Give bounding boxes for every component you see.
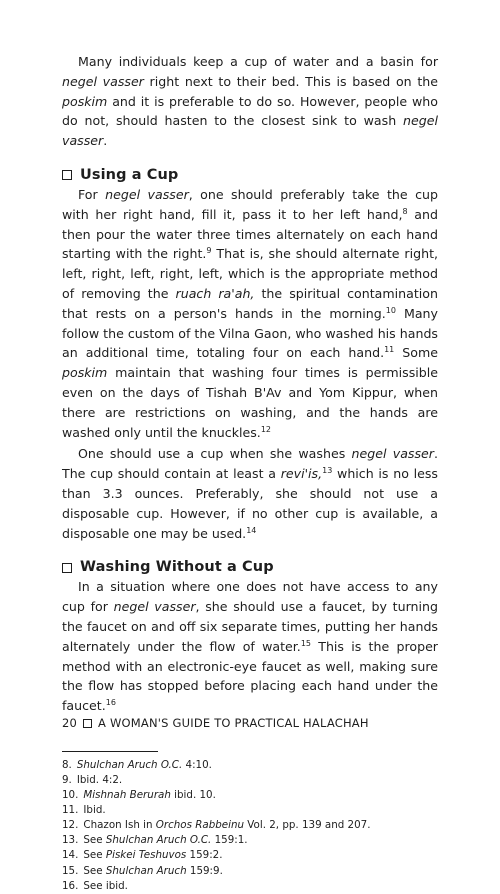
footnote-ref: 15: [300, 638, 311, 648]
intro-paragraph: Many individuals keep a cup of water and a basin for negel vasser right next to their bed. This is based on the poskim and it is preferable to do so. However, people who do not, should hasten to the closest sink to wash negel vasser.: [62, 54, 438, 149]
footnote-item: 14. See Piskei Teshuvos 159:2.: [62, 849, 223, 862]
footnote-ref: 16: [105, 697, 116, 707]
page-footer: [62, 716, 369, 730]
footnote-ref: 10: [385, 305, 396, 315]
section1-paragraph-2: One should use a cup when she washes negel vasser. The cup should contain at least a revi'is,$^{13}$ which is no less than 3.3 ounces. Preferably, she should not use a disposable cup. However, if no other cup is available, a disposable one may be used.$^{14}$: [62, 446, 438, 541]
footnote-ref: 14: [246, 525, 257, 535]
footnote-ref: 13: [322, 465, 333, 475]
section2-paragraph-1: In a situation where one does not have access to any cup for negel vasser, she should use a faucet, by turning the faucet on and off six separate times, putting her hands alternately under the flow of water.$^{15}$ This is the proper method with an electronic-eye faucet as well, making sure the flow has stopped before placing each hand under the faucet.$^{16}$: [62, 579, 438, 714]
square-separator-icon: [83, 719, 92, 728]
checkbox-square-icon: [62, 563, 72, 573]
footnote-item: 11. Ibid.: [62, 804, 106, 817]
footnotes-list: [62, 758, 438, 894]
section-title: Using a Cup: [80, 166, 179, 183]
footnote-divider: [62, 751, 158, 752]
footnote-item: 13. See Shulchan Aruch O.C. 159:1.: [62, 834, 248, 847]
footnote-ref: 8: [402, 206, 408, 216]
footnote-ref: 9: [206, 246, 212, 256]
checkbox-square-icon: [62, 170, 72, 180]
running-title: A WOMAN'S GUIDE TO PRACTICAL HALACHAH: [98, 716, 369, 730]
section1-paragraph-1: For negel vasser, one should preferably take the cup with her right hand, fill it, pass it to her left hand,$^8$ and then pour the water three times alternately on each hand starting with the right.$^9$ That is, she should alternate right, left, right, left, right, left, which is the appropriate method of removing the ruach ra'ah, the spiritual contamination that rests on a person's hands in the morning.$^{10}$ Many follow the custom of the Vilna Gaon, who washed his hands an additional time, totaling four on each hand.$^{11}$ Some poskim maintain that washing four times is permissible even on the days of Tishah B'Av and Yom Kippur, when there are restrictions on washing, and the hands are washed only until the knuckles.$^{12}$: [62, 186, 439, 440]
footnote-item: 16. See ibid.: [62, 879, 128, 892]
section-heading-using-a-cup: [62, 165, 438, 185]
section-title: Washing Without a Cup: [80, 559, 274, 576]
footnote-item: 9. Ibid. 4:2.: [62, 774, 123, 786]
footnote-ref: 11: [384, 345, 395, 355]
footnote-ref: 12: [260, 424, 271, 434]
page-number: 20: [62, 716, 78, 730]
footnote-item: 15. See Shulchan Aruch 159:9.: [62, 864, 223, 877]
footnote-item: 8. Shulchan Aruch O.C. 4:10.: [62, 758, 212, 771]
section-heading-washing-without-a-cup: [62, 557, 438, 577]
page-body: [62, 52, 438, 894]
footnote-item: 12. Chazon Ish in Orchos Rabbeinu Vol. 2, pp. 139 and 207.: [62, 819, 371, 832]
footnote-item: 10. Mishnah Berurah ibid. 10.: [62, 789, 216, 802]
